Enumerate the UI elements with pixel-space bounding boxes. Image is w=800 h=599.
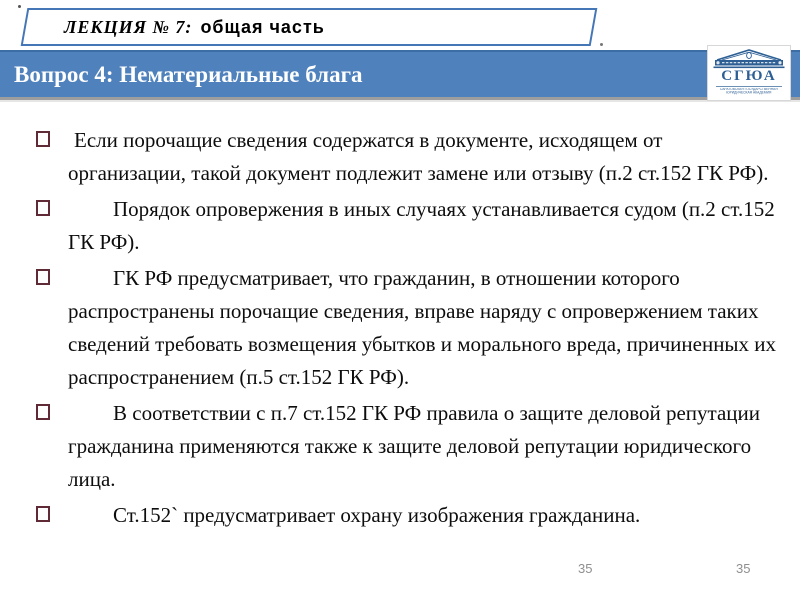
- list-item: [36, 124, 780, 190]
- lecture-subtitle: общая часть: [200, 16, 325, 37]
- bullet-text: В соответствии с п.7 ст.152 ГК РФ правила о защите деловой репутации гражданина применяются также к защите деловой репутации юридического лица.: [68, 401, 761, 491]
- decorative-dot-header-right: [600, 43, 603, 46]
- list-item: [36, 397, 780, 496]
- bullet-text: Если порочащие сведения содержатся в документе, исходящем от организации, такой документ подлежит замене или отзыву (п.2 ст.152 ГК РФ).: [68, 128, 769, 185]
- decorative-dot-top-left: [18, 5, 21, 8]
- logo-divider: [716, 86, 782, 87]
- list-item: [36, 262, 780, 394]
- list-item: [36, 499, 780, 532]
- academy-logo: [707, 45, 791, 101]
- bullet-text: Ст.152` предусматривает охрану изображения гражданина.: [113, 503, 641, 527]
- lecture-label: ЛЕКЦИЯ № 7:: [64, 16, 193, 37]
- bullet-square-icon: [36, 506, 50, 522]
- bullet-square-icon: [36, 131, 50, 147]
- academy-caption: [708, 88, 789, 95]
- academy-building-icon: [713, 49, 785, 69]
- list-item: [36, 193, 780, 259]
- bullet-square-icon: [36, 269, 50, 285]
- bullet-text: ГК РФ предусматривает, что гражданин, в отношении которого распространены порочащие сведения, вправе наряду с опровержением таких сведений требовать возмещения убытков и морального вреда, причиненных их распространением (п.5 ст.152 ГК РФ).: [68, 266, 777, 389]
- separator-line: [0, 97, 800, 102]
- lecture-header: [64, 8, 325, 46]
- academy-caption-line1: САРАТОВСКАЯ ГОСУДАРСТВЕННАЯ: [720, 88, 778, 92]
- academy-caption-line2: ЮРИДИЧЕСКАЯ АКАДЕМИЯ: [726, 91, 772, 95]
- academy-acronym: СГЮА: [721, 68, 777, 84]
- page-number-left: 35: [578, 561, 593, 576]
- bullet-square-icon: [36, 200, 50, 216]
- page-number-right: 35: [736, 561, 751, 576]
- question-title: Вопрос 4: Нематериальные блага: [14, 61, 363, 87]
- bullet-text: Порядок опровержения в иных случаях устанавливается судом (п.2 ст.152 ГК РФ).: [68, 197, 775, 254]
- question-banner: [0, 50, 800, 97]
- bullet-list: [36, 124, 780, 535]
- bullet-square-icon: [36, 404, 50, 420]
